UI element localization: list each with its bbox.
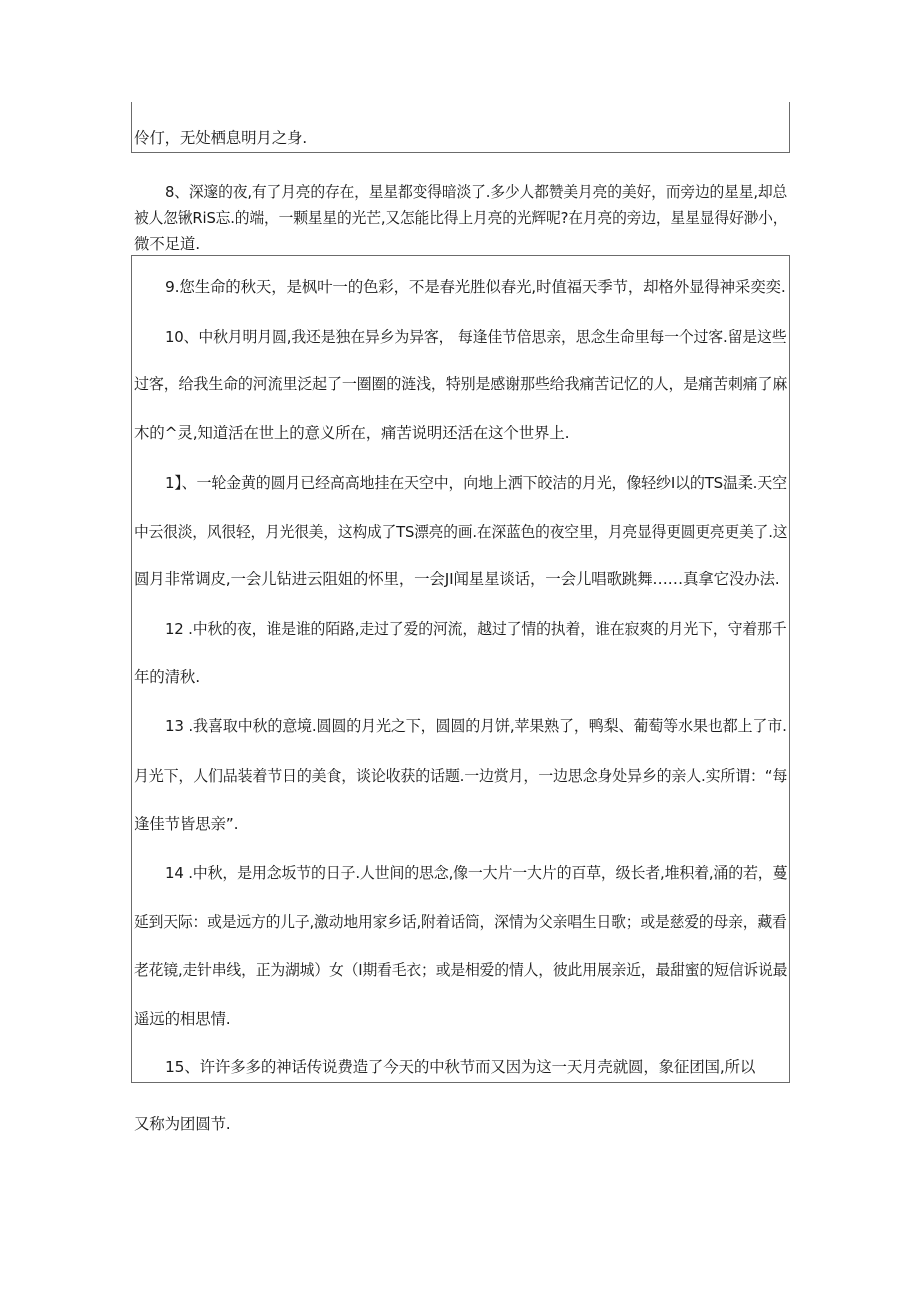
paragraph-line: 年的清秋. — [134, 668, 200, 686]
paragraph-line: 木的^灵,知道活在世上的意义所在，痛苦说明还活在这个世界上. — [134, 424, 570, 442]
paragraph-line: 9.您生命的秋天，是枫叶一的色彩，不是春光胜似春光,时值福天季节，却格外显得神采奕奕. — [165, 278, 786, 296]
paragraph-line: 遥远的相思情. — [134, 1010, 231, 1028]
paragraph-line: 12 .中秋的夜，谁是谁的陌路,走过了爱的河流，越过了情的执着，谁在寂爽的月光下，守着那千 — [165, 620, 787, 638]
paragraph-line: 过客，给我生命的河流里泛起了一圈圈的涟浅，特别是感谢那些给我痛苦记忆的人，是痛苦刺痛了麻 — [134, 375, 788, 393]
paragraph-line: 15、许许多多的神话传说费造了今天的中秋节而又因为这一天月壳就圆，象征团国,所以 — [165, 1058, 756, 1076]
paragraph-line: 逢佳节皆思亲”. — [134, 815, 239, 833]
paragraph-line: 延到天际：或是远方的儿子,激动地用家乡话,附着话筒，深情为父亲唱生日歌；或是慈爱的母亲，藏看 — [134, 913, 787, 931]
paragraph-line: 老花镜,走针串线，正为湖城）女（I期看毛衣；或是相爱的情人，彼此用展亲近，最甜蜜的短信诉说最 — [134, 961, 788, 979]
paragraph-line: 月光下，人们品装着节日的美食，谈论收获的话题.一边赏月，一边思念身处异乡的亲人.实所谓：“每 — [134, 767, 788, 785]
paragraph-line: 13 .我喜取中秋的意境.圆圆的月光之下，圆圆的月饼,苹果熟了，鸭梨、葡萄等水果也都上了市. — [165, 717, 787, 735]
paragraph-line: 微不足道. — [134, 235, 200, 253]
paragraph-line: 中云很淡，风很轻，月光很美，这构成了TS漂亮的画.在深蓝色的夜空里，月亮显得更圆更亮更美了.这 — [134, 523, 788, 541]
tail-line: 又称为团圆节. — [134, 1115, 231, 1133]
paragraph-line: 14 .中秋，是用念坂节的日子.人世间的思念,像一大片一大片的百草，级长者,堆积着,涌的若，蔓 — [165, 864, 788, 882]
paragraph-line: 8、深邃的夜,有了月亮的存在，星星都变得暗淡了.多少人都赞美月亮的美好，而旁边的星星,却总 — [165, 183, 788, 201]
top-box-line: 伶仃，无处栖息明月之身. — [134, 129, 308, 147]
paragraph-line: 10、中秋月明月圆,我还是独在异乡为异客， 每逢佳节倍思亲，思念生命里每一个过客.留是这些 — [165, 328, 787, 346]
paragraph-line: 圆月非常调皮,一会儿钻进云阻姐的怀里，一会JI闻星星谈话，一会儿唱歌跳舞……真拿它没办法. — [134, 570, 780, 588]
paragraph-line: 被人忽锹RiS忘.的端，一颗星星的光芒,又怎能比得上月亮的光辉呢?在月亮的旁边，星星显得好渺小， — [134, 209, 788, 227]
paragraph-line: 1】、一轮金黄的圆月已经高高地挂在天空中，向地上洒下皎洁的月光，像轻纱I以的TS温柔.天空 — [165, 474, 787, 492]
